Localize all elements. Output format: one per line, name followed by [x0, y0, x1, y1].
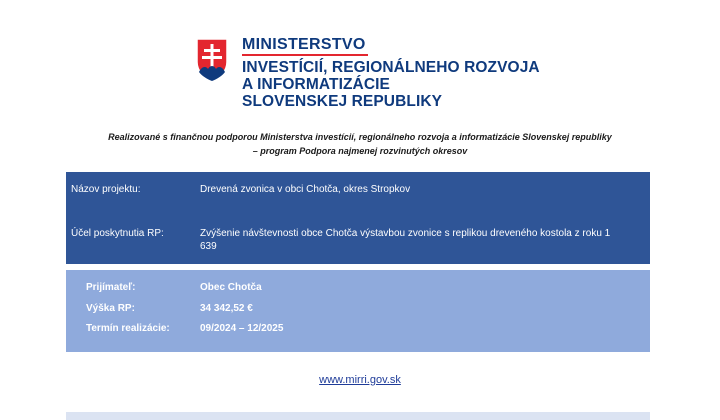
project-name-label: Názov projektu: [71, 184, 141, 195]
funding-note [60, 130, 660, 158]
ministry-line-2: INVESTÍCIÍ, REGIONÁLNEHO ROZVOJA [242, 59, 540, 76]
project-purpose-row [71, 227, 641, 257]
ministry-title: MINISTERSTVO [242, 36, 366, 53]
ministry-logo [195, 36, 540, 110]
slovak-coat-of-arms-icon [195, 38, 229, 82]
ministry-line-3: A INFORMATIZÁCIE [242, 76, 390, 93]
recipient-value: Obec Chotča [200, 282, 262, 293]
project-purpose-value: Zvýšenie návštevnosti obce Chotča výstavbou zvonice s replikou dreveného kostola z roku 1 639 [200, 228, 611, 252]
recipient-label: Prijímateľ: [86, 282, 136, 293]
details-panel [66, 270, 650, 352]
amount-value: 34 342,52 € [200, 303, 253, 314]
funding-note-line-1: Realizované s finančnou podporou Ministerstva investícií, regionálneho rozvoja a informatizácie Slovenskej republiky [108, 132, 612, 142]
ministry-title-underline [242, 54, 368, 56]
ministry-line-4: SLOVENSKEJ REPUBLIKY [242, 93, 443, 110]
project-name-row [71, 183, 641, 197]
term-label: Termín realizácie: [86, 323, 170, 334]
project-name-value: Drevená zvonica v obci Chotča, okres Stropkov [200, 184, 411, 195]
ministry-website-link[interactable]: www.mirri.gov.sk [319, 374, 401, 386]
funding-note-line-2: – program Podpora najmenej rozvinutých okresov [252, 146, 468, 156]
ministry-name [242, 36, 540, 110]
amount-label: Výška RP: [86, 303, 135, 314]
bottom-strip [66, 412, 650, 420]
term-value: 09/2024 – 12/2025 [200, 323, 284, 334]
project-panel [66, 172, 650, 264]
project-purpose-label: Účel poskytnutia RP: [71, 228, 164, 239]
